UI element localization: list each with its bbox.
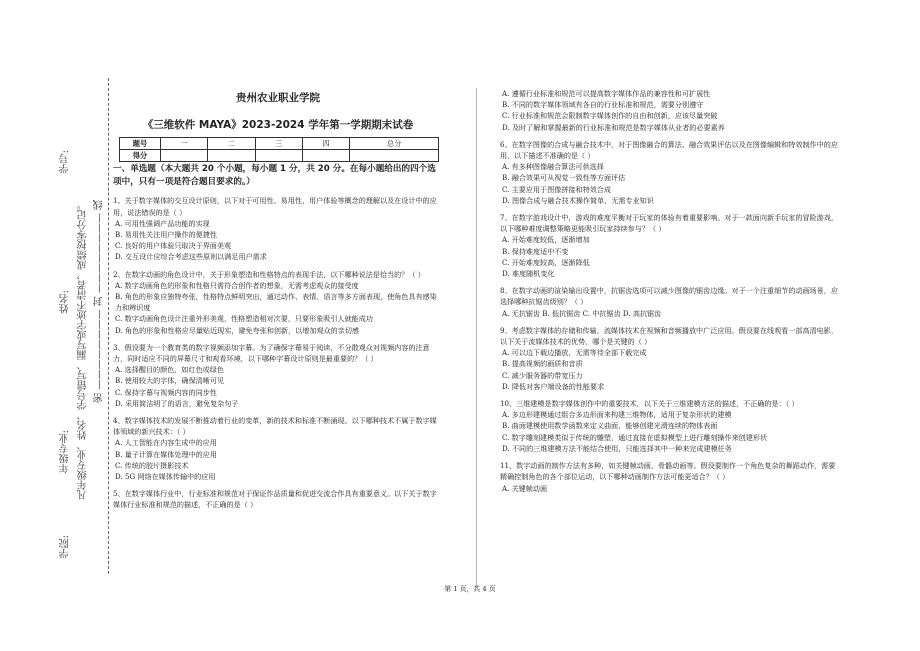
answer-option: B. 不同的数字媒体领域有各自的行业标准和规范，需要分别遵守	[502, 100, 704, 110]
answer-option: A. 关键帧动画	[502, 483, 548, 493]
answer-option: D. 降低对客户端设备的性能要求	[502, 381, 605, 391]
exam-title: 《三维软件 MAYA》2023-2024 学年第一学期期末试卷	[142, 119, 414, 131]
answer-option: C. 良好的用户体验只取决于界面美观	[115, 241, 232, 251]
score-cell: 一	[161, 138, 208, 150]
answer-option: C. 数字雕刻建模类似于传统的雕塑，通过直接在虚拟模型上进行雕刻操作来创建形状	[502, 432, 768, 442]
score-cell: 题号	[120, 138, 161, 150]
answer-option: C. 开始难度较高，逐渐降低	[502, 257, 590, 267]
question-block	[113, 342, 443, 409]
score-table-score-row	[120, 150, 439, 162]
score-cell: 二	[208, 138, 255, 150]
question-block	[113, 269, 443, 336]
section-title: 一、单选题（本大题共 20 个小题，每小题 1 分，共 20 分。在每小题给出的四个选项中，只有一项是符合题目要求的。）	[113, 164, 436, 188]
question-block	[500, 325, 842, 392]
question-stem: 5、在数字媒体行业中，行业标准和规范对于保证作品质量和促进交流合作具有重要意义。以下关于数字媒体行业标准和规范的描述，不正确的是（ ）	[113, 489, 437, 510]
answer-option: D. 角色的形象和性格应尽量贴近现实，避免夸张和创新，以增加观众的亲切感	[115, 325, 360, 335]
question-block	[500, 285, 842, 319]
question-stem: 1、关于数字媒体的交互设计原则，以下对于可用性、易用性、用户体验等概念的理解以及在设计中的应用，说法错误的是（ ）	[113, 196, 437, 217]
answer-option: A. 遵循行业标准和规范可以提高数字媒体作品的兼容性和可扩展性	[502, 89, 711, 98]
answer-option: B. 易用性关注用户操作的便捷性	[115, 230, 217, 240]
score-cell: 三	[255, 138, 302, 150]
binding-note: 凡年级专业、姓名、学号错写、漏写或字迹不清者，成绩按零分记。	[78, 200, 89, 500]
answer-option: B. 角色的形象应独特夸张，性格特点鲜明突出，通过动作、表情、语言等多方面表现，使角色具有感染力和辨识度	[115, 292, 437, 313]
answer-option: B. 使用较大的字体，确保清晰可见	[115, 376, 225, 386]
answer-option: A. 无抗锯齿 B. 低抗锯齿 C. 中抗锯齿 D. 高抗锯齿	[502, 308, 662, 318]
question-stem: 8、在数字动画的渲染输出设置中，抗锯齿选项可以减少图像的锯齿边缘。对于一个注重细节的动画场景，应选择哪种抗锯齿级别？（ ）	[500, 286, 838, 307]
score-cell: 总分	[350, 138, 439, 150]
answer-option: C. 减少服务器的带宽压力	[502, 370, 583, 380]
answer-option: A. 多边形建模通过组合多边形面来构建三维物体，适用于复杂形状的建模	[502, 410, 732, 420]
binding-margin	[0, 0, 110, 651]
question-stem: 4、数字媒体技术的发展不断推动着行业的变革，新的技术和标准不断涌现。以下哪种技术不属于数字媒体领域的新兴技术：（ ）	[113, 416, 437, 437]
question-block	[113, 195, 443, 262]
answer-option: C. 保持字幕与视频内容的同步性	[115, 387, 217, 397]
score-table	[119, 137, 439, 162]
score-cell	[302, 150, 349, 162]
answer-option: B. 量子计算在媒体处理中的应用	[115, 449, 217, 459]
student-name-label: 姓名:	[60, 290, 71, 314]
answer-option: D. 及时了解和掌握最新的行业标准和规范是数字媒体从业者的必要素养	[502, 122, 725, 132]
right-column	[500, 88, 842, 494]
question-block	[113, 415, 443, 482]
answer-option: D. 采用简洁明了的语言，避免复杂句子	[115, 398, 239, 408]
question-block	[500, 88, 842, 133]
question-block	[500, 398, 842, 454]
score-cell	[350, 150, 439, 162]
score-cell	[255, 150, 302, 162]
student-id-label: 学号:	[60, 150, 71, 174]
score-cell	[161, 150, 208, 162]
answer-option: D. 难度随机变化	[502, 269, 555, 279]
answer-option: C. 行业标准和规范会限制数字媒体创作的自由和创新，应该尽量突破	[502, 111, 718, 121]
answer-option: B. 融合效果可从视觉一致性等方面评估	[502, 173, 626, 183]
grade-major-label: 年级专业:	[60, 430, 71, 474]
score-cell	[208, 150, 255, 162]
answer-option: A. 可用性强调产品功能的实现	[115, 218, 210, 228]
question-stem: 2、在数字动画的角色设计中，关于形象塑造和性格特点的表现手法，以下哪种说法是恰当的？（ ）	[113, 269, 425, 279]
left-column	[113, 86, 443, 511]
answer-option: A. 可以边下载边播放，无需等待全部下载完成	[502, 348, 647, 358]
answer-option: B. 曲面建模使用数学函数来定义曲面，能够创建光滑连续的物体表面	[502, 421, 718, 431]
question-stem: 9、考虑数字媒体的存储和传输，流媒体技术在视频和音频播放中广泛应用。假设要在线观看一部高清电影，以下关于流媒体技术的优势，哪个是关键的（ ）	[500, 325, 838, 347]
answer-option: C. 传统的胶片摄影技术	[115, 460, 189, 470]
question-block	[500, 212, 842, 279]
column-divider	[476, 88, 477, 588]
answer-option: A. 数字动画角色的形象和性格只需符合创作者的想象，无需考虑观众的接受度	[115, 280, 359, 290]
school-name: 贵州农业职业学院	[236, 92, 320, 104]
score-cell: 四	[302, 138, 349, 150]
answer-option: A. 选择醒目的颜色，如红色或绿色	[115, 365, 224, 375]
answer-option: D. 5G 网络在媒体传输中的应用	[115, 472, 216, 482]
answer-option: A. 有多种图像融合算法可供选择	[502, 162, 604, 172]
question-stem: 7、在数字游戏设计中，游戏的难度平衡对于玩家的体验有着重要影响。对于一款面向新手玩家的冒险游戏，以下哪种难度调整策略更能吸引玩家持续参与？（ ）	[500, 213, 838, 234]
question-stem: 10、三维建模是数字媒体创作中的重要技术，以下关于三维建模方法的描述，不正确的是：（ ）	[500, 399, 799, 409]
answer-option: B. 提高视频的画质和音质	[502, 359, 583, 369]
question-block	[500, 139, 842, 206]
answer-option: C. 主要应用于图像拼接和特效合成	[502, 184, 611, 194]
seal-line	[108, 78, 109, 574]
question-stem: 6、在数字图像的合成与融合技术中，对于图像融合的算法、融合效果评估以及在图像编辑和特效制作中的应用，以下描述不准确的是（ ）	[500, 139, 838, 161]
score-table-header-row	[120, 138, 439, 150]
answer-option: A. 人工智能在内容生成中的应用	[115, 438, 217, 448]
answer-option: C. 数字动画角色设计注重外形美观，性格塑造相对次要，只要形象吸引人就能成功	[115, 314, 373, 324]
answer-option: A. 开始难度较低，逐渐增加	[502, 235, 590, 245]
question-block	[113, 488, 443, 510]
question-stem: 11、数字动画的制作方法有多种，如关键帧动画、骨骼动画等。假设要制作一个角色复杂的舞蹈动作，需要精确控制角色的各个部位运动，以下哪种动画制作方法可能更适合？（ ）	[500, 461, 836, 482]
score-cell: 得分	[120, 150, 161, 162]
answer-option: B. 保持难度适中不变	[502, 246, 569, 256]
question-stem: 3、假设要为一个教育类的数字视频添加字幕。为了确保字幕易于阅读，不分散观众对视频内容的注意力，同时适应不同的屏幕尺寸和观看环境，以下哪种字幕设计原则是最重要的？（ ）	[113, 342, 430, 364]
seal-line-text: 密 ———————— 封 ———————— 线	[94, 200, 105, 403]
answer-option: D. 交互设计应综合考虑这些原则以满足用户需求	[115, 252, 267, 262]
page-footer: 第 1 页，共 4 页	[444, 585, 496, 593]
question-block	[500, 460, 842, 494]
left-questions	[113, 195, 443, 510]
answer-option: D. 不同的三维建模方法不能结合使用，只能选择其中一种来完成建模任务	[502, 443, 732, 453]
college-label: 学院:	[60, 535, 71, 559]
answer-option: D. 图像合成与融合技术操作简单，无需专业知识	[502, 195, 654, 205]
right-questions	[500, 88, 842, 494]
